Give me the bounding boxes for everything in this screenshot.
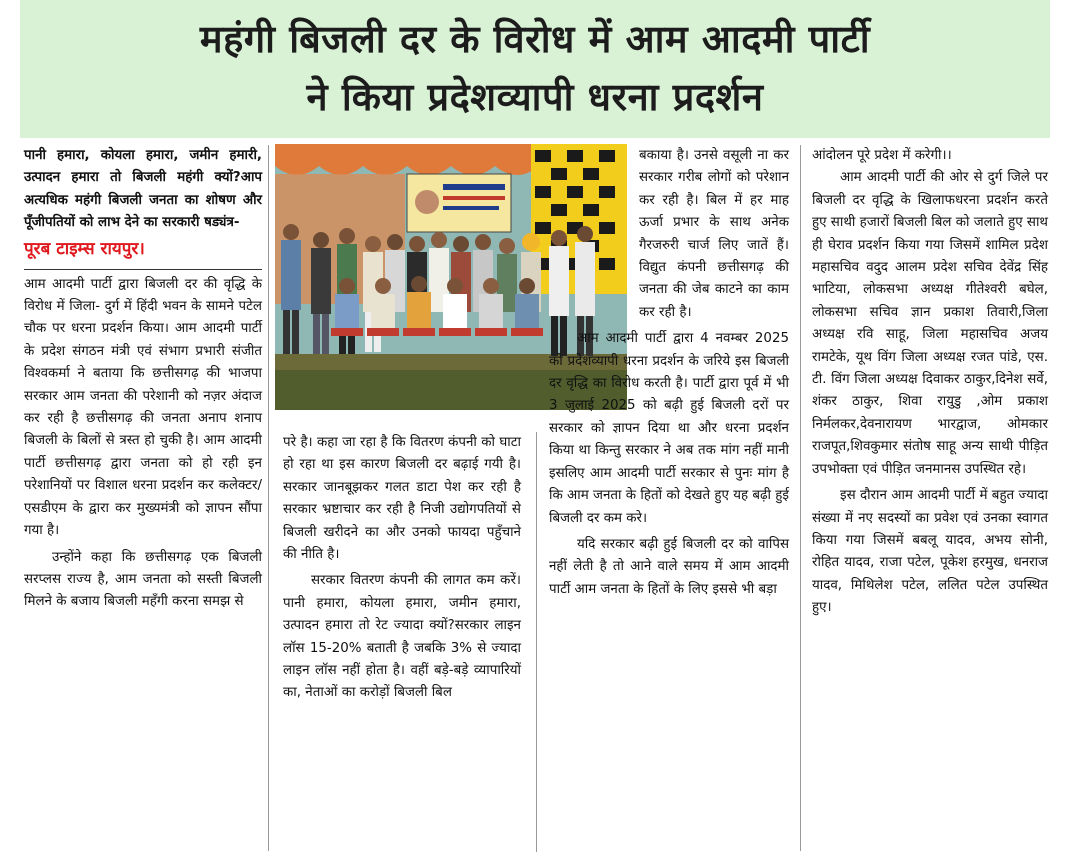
headline-line-1: महंगी बिजली दर के विरोध में आम आदमी पार्टी bbox=[199, 17, 871, 61]
headline-line-2: ने किया प्रदेशव्यापी धरना प्रदर्शन bbox=[306, 75, 764, 119]
article-paragraph: इस दौरान आम आदमी पार्टी में बहुत ज्यादा संख्या में नए सदस्यों का प्रवेश एवं उनका स्वागत किया गया जिसमें बबलू यादव, अभय सोनी, रोहित यादव, राजा पटेल, पूकेश हरमुख, धनराज यादव, मिथिलेश पटेल, ललित पटेल उपस्थित हुए। bbox=[812, 488, 1048, 616]
column-rule bbox=[800, 145, 801, 851]
article-intro: पानी हमारा, कोयला हमारा, जमीन हमारी, उत्पादन हमारा तो बिजली महंगी क्यों?आप अत्यधिक महंगी बिजली जनता का शोषण और पूँजीपतियों को लाभ देने का सरकारी षड्यंत्र- bbox=[24, 148, 262, 231]
byline: पूरब टाइम्स रायपुर। bbox=[24, 235, 262, 270]
article-paragraph: आम आदमी पार्टी द्वारा 4 नवम्बर 2025 को प्रदेशव्यापी धरना प्रदर्शन के जरिये इस बिजली दर वृद्धि का विरोध करती है। पार्टी द्वारा पूर्व में भी 3 जुलाई 2025 को बढ़ी हुई बिजली दरों पर सरकार को ज्ञापन दिया था और धरना प्रदर्शन किया था किन्तु सरकार ने अब तक मांग नहीं मानी इसलिए आम आदमी पार्टी सरकार से पुनः मांग है कि आम जनता के हितों को देखते हुए यह बढ़ी हुई बिजली दर कम करे। bbox=[549, 331, 789, 526]
article-paragraph: उन्होंने कहा कि छत्तीसगढ़ एक बिजली सरप्लस राज्य है, आम जनता को सस्ती बिजली मिलने के बजाय बिजली महँगी करना समझ से bbox=[24, 549, 262, 610]
article-column-4 bbox=[812, 145, 1048, 851]
article-column-2 bbox=[283, 432, 521, 852]
column-rule bbox=[268, 145, 269, 851]
article-paragraph: बकाया है। उनसे वसूली ना कर सरकार गरीब लोगों को परेशान कर रही है। बिल में हर माह ऊर्जा प्रभार के साथ अनेक गैरजरुरी चार्ज लिए जातें हैं।विद्युत कंपनी छत्तीसगढ़ की जनता की जेब काटने का काम कर रही है। bbox=[639, 148, 789, 320]
headline-banner bbox=[20, 0, 1050, 138]
article-paragraph: परे है। कहा जा रहा है कि वितरण कंपनी को घाटा हो रहा था इस कारण बिजली दर बढ़ाई गयी है। सरकार जानबूझकर गलत डाटा पेश कर रही है सरकार भ्रष्टाचार कर रही है निजी उद्योगपतियों से बिजली खरीदने का और उनको फायदा पहुँचाने की नीति है। bbox=[283, 435, 521, 563]
article-paragraph: आम आदमी पार्टी की ओर से दुर्ग जिले पर बिजली दर वृद्धि के खिलाफधरना प्रदर्शन करते हुए साथी हजारों बिजली बिल को जलाते हुए साथ ही घेराव प्रदर्शन किया गया जिसमें शामिल प्रदेश महासचिव वदुद आलम प्रदेश सचिव देवेंद्र सिंह भाटिया, लोकसभा अध्यक्ष गीतेश्वरी बघेल, लोकसभा सचिव ज्ञान प्रकाश तिवारी,जिला अध्यक्ष रवि साहू, जिला महासचिव अजय रामटेके, यूथ विंग जिला अध्यक्ष रजत पांडे, एस. टी. विंग जिला अध्यक्ष दिवाकर ठाकुर,दिनेश सर्वे, शंकर ठाकुर, शिवा रायुडु ,ओम प्रकाश निर्मलकर,देवनारायण भारद्वाज, ओमकार राजपूत,शिवकुमार संतोष साहू अन्य साथी पीड़ित उपभोक्ता एवं पीड़ित जनमानस उपस्थित रहे। bbox=[812, 170, 1048, 477]
article-column-1 bbox=[24, 145, 262, 851]
article-column-3 bbox=[549, 145, 789, 851]
article-paragraph: यदि सरकार बढ़ी हुई बिजली दर को वापिस नहीं लेती है तो आने वाले समय में आम आदमी पार्टी आम जनता के हितों के लिए इससे भी बड़ा bbox=[549, 536, 789, 597]
column-rule bbox=[536, 432, 537, 852]
article-paragraph: आंदोलन पूरे प्रदेश में करेगी।। bbox=[812, 148, 952, 163]
article-paragraph: आम आदमी पार्टी द्वारा बिजली दर की वृद्धि के विरोध में जिला- दुर्ग में हिंदी भवन के सामने पटेल चौक पर धरना प्रदर्शन किया। आम आदमी पार्टी के प्रदेश संगठन मंत्री एवं संभाग प्रभारी संजीत विश्वकर्मा ने बताया कि छत्तीसगढ़ की भाजपा सरकार आम जनता की परेशानी को नज़र अंदाज कर रही है छत्तीसगढ़ की जनता अनाप शनाप बिजली के बिलों से त्रस्त हो चुकी है। आम आदमी पार्टी छत्तीसगढ़ द्वारा जनता को हो रही इन परेशानियों पर विशाल धरना प्रदर्शन कर कलेक्टर/एसडीएम के द्वारा कर मुख्यमंत्री को ज्ञापन सौंपा गया है। bbox=[24, 276, 262, 539]
article-paragraph: सरकार वितरण कंपनी की लागत कम करें। पानी हमारा, कोयला हमारा, जमीन हमारा, उत्पादन हमारा तो रेट ज्यादा क्यों?सरकार लाइन लॉस 15-20% बताती है जबकि 3% से ज्यादा लाइन लॉस नहीं होता है। वहीं बड़े-बड़े व्यापारियों का, नेताओं का करोड़ों बिजली बिल bbox=[283, 573, 521, 701]
